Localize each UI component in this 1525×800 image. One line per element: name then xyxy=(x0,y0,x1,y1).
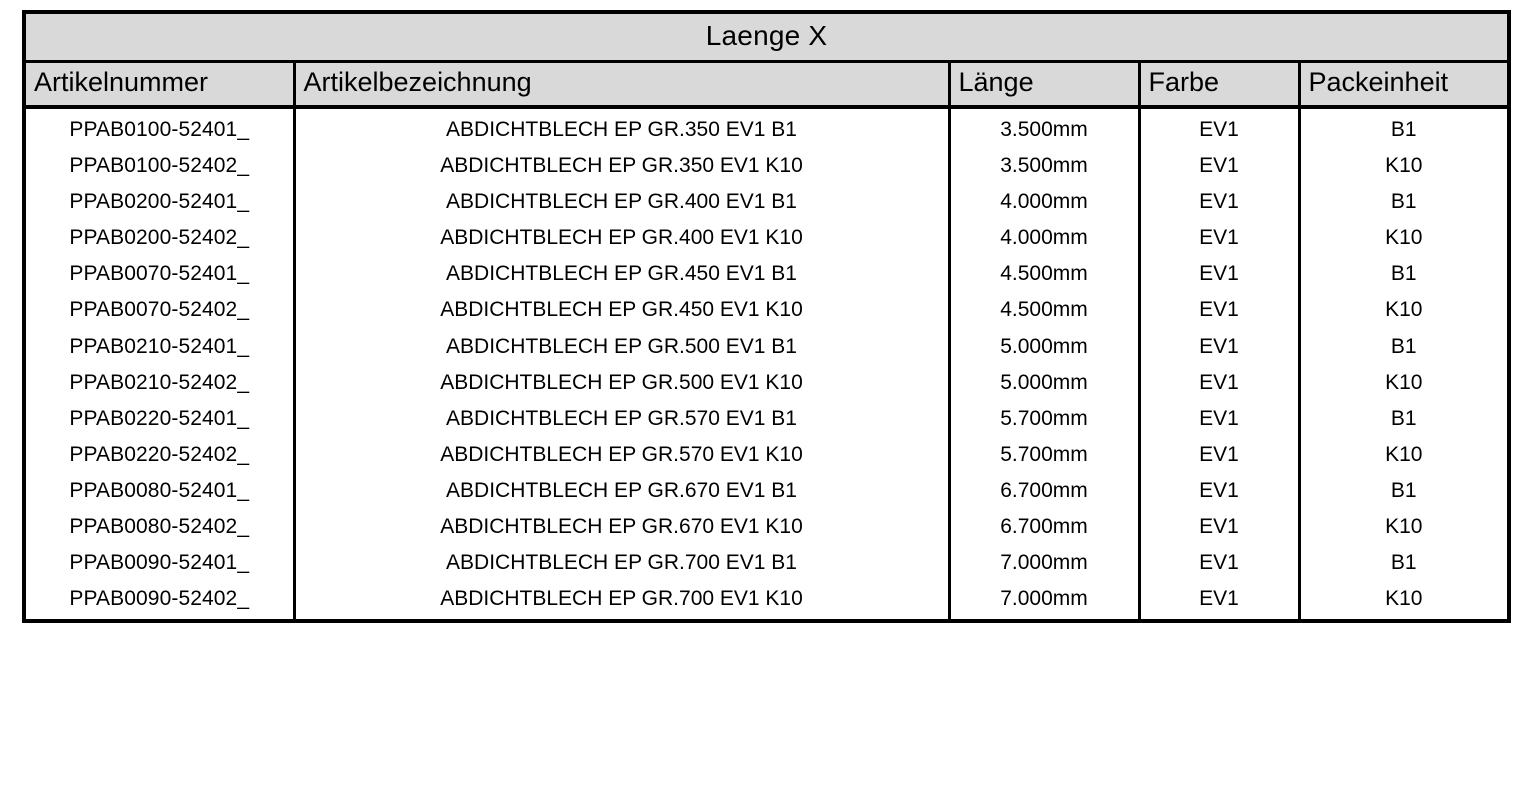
column-header-packeinheit: Packeinheit xyxy=(1299,62,1509,108)
cell-farbe: EV1 xyxy=(1139,329,1299,365)
table-title-row xyxy=(24,12,1509,62)
cell-artikelbezeichnung: ABDICHTBLECH EP GR.350 EV1 B1 xyxy=(294,107,949,148)
cell-laenge: 4.000mm xyxy=(949,220,1139,256)
cell-artikelnummer: PPAB0220-52401_ xyxy=(24,401,294,437)
cell-laenge: 4.500mm xyxy=(949,292,1139,328)
cell-farbe: EV1 xyxy=(1139,220,1299,256)
cell-laenge: 7.000mm xyxy=(949,581,1139,621)
cell-artikelnummer: PPAB0090-52402_ xyxy=(24,581,294,621)
table-row xyxy=(24,329,1509,365)
cell-laenge: 6.700mm xyxy=(949,509,1139,545)
cell-artikelnummer: PPAB0070-52402_ xyxy=(24,292,294,328)
table-row xyxy=(24,365,1509,401)
article-table xyxy=(22,10,1511,623)
table-row xyxy=(24,148,1509,184)
cell-farbe: EV1 xyxy=(1139,437,1299,473)
cell-laenge: 5.700mm xyxy=(949,437,1139,473)
cell-artikelbezeichnung: ABDICHTBLECH EP GR.450 EV1 K10 xyxy=(294,292,949,328)
cell-farbe: EV1 xyxy=(1139,184,1299,220)
cell-artikelnummer: PPAB0090-52401_ xyxy=(24,545,294,581)
column-header-artikelnummer: Artikelnummer xyxy=(24,62,294,108)
cell-artikelbezeichnung: ABDICHTBLECH EP GR.500 EV1 K10 xyxy=(294,365,949,401)
cell-packeinheit: B1 xyxy=(1390,551,1417,575)
table-row xyxy=(24,581,1509,621)
cell-artikelnummer: PPAB0080-52401_ xyxy=(24,473,294,509)
cell-artikelbezeichnung: ABDICHTBLECH EP GR.450 EV1 B1 xyxy=(294,256,949,292)
cell-artikelbezeichnung: ABDICHTBLECH EP GR.570 EV1 B1 xyxy=(294,401,949,437)
cell-farbe: EV1 xyxy=(1139,148,1299,184)
table-row xyxy=(24,509,1509,545)
cell-laenge: 4.000mm xyxy=(949,184,1139,220)
cell-laenge: 5.700mm xyxy=(949,401,1139,437)
table-body xyxy=(24,107,1509,621)
cell-artikelbezeichnung: ABDICHTBLECH EP GR.700 EV1 K10 xyxy=(294,581,949,621)
cell-packeinheit: K10 xyxy=(1385,370,1423,394)
cell-artikelnummer: PPAB0220-52402_ xyxy=(24,437,294,473)
table-header-row xyxy=(24,62,1509,108)
table-row xyxy=(24,184,1509,220)
cell-farbe: EV1 xyxy=(1139,256,1299,292)
cell-artikelbezeichnung: ABDICHTBLECH EP GR.670 EV1 B1 xyxy=(294,473,949,509)
cell-farbe: EV1 xyxy=(1139,473,1299,509)
cell-packeinheit: K10 xyxy=(1385,226,1423,250)
table-head xyxy=(24,12,1509,107)
cell-farbe: EV1 xyxy=(1139,581,1299,621)
cell-laenge: 6.700mm xyxy=(949,473,1139,509)
cell-laenge: 3.500mm xyxy=(949,148,1139,184)
cell-packeinheit: B1 xyxy=(1390,190,1417,214)
cell-artikelbezeichnung: ABDICHTBLECH EP GR.700 EV1 B1 xyxy=(294,545,949,581)
table-row xyxy=(24,292,1509,328)
cell-packeinheit: B1 xyxy=(1390,334,1417,358)
cell-packeinheit: B1 xyxy=(1390,478,1417,502)
table-row xyxy=(24,107,1509,148)
cell-artikelnummer: PPAB0080-52402_ xyxy=(24,509,294,545)
cell-packeinheit: K10 xyxy=(1385,298,1423,322)
cell-artikelnummer: PPAB0200-52402_ xyxy=(24,220,294,256)
table-row xyxy=(24,220,1509,256)
cell-artikelnummer: PPAB0210-52401_ xyxy=(24,329,294,365)
column-header-farbe: Farbe xyxy=(1139,62,1299,108)
cell-artikelbezeichnung: ABDICHTBLECH EP GR.670 EV1 K10 xyxy=(294,509,949,545)
cell-farbe: EV1 xyxy=(1139,509,1299,545)
table-title: Laenge X xyxy=(24,12,1509,62)
cell-laenge: 7.000mm xyxy=(949,545,1139,581)
cell-artikelnummer: PPAB0070-52401_ xyxy=(24,256,294,292)
cell-laenge: 5.000mm xyxy=(949,329,1139,365)
table-row xyxy=(24,256,1509,292)
cell-packeinheit: K10 xyxy=(1385,442,1423,466)
cell-artikelnummer: PPAB0200-52401_ xyxy=(24,184,294,220)
cell-artikelnummer: PPAB0100-52402_ xyxy=(24,148,294,184)
cell-farbe: EV1 xyxy=(1139,292,1299,328)
cell-packeinheit: B1 xyxy=(1390,262,1417,286)
cell-packeinheit: K10 xyxy=(1385,154,1423,178)
cell-artikelbezeichnung: ABDICHTBLECH EP GR.500 EV1 B1 xyxy=(294,329,949,365)
cell-artikelbezeichnung: ABDICHTBLECH EP GR.400 EV1 B1 xyxy=(294,184,949,220)
cell-packeinheit: K10 xyxy=(1385,515,1423,539)
cell-laenge: 3.500mm xyxy=(949,107,1139,148)
column-header-laenge: Länge xyxy=(949,62,1139,108)
cell-farbe: EV1 xyxy=(1139,365,1299,401)
cell-artikelnummer: PPAB0100-52401_ xyxy=(24,107,294,148)
cell-artikelbezeichnung: ABDICHTBLECH EP GR.400 EV1 K10 xyxy=(294,220,949,256)
table-row xyxy=(24,473,1509,509)
table-row xyxy=(24,545,1509,581)
cell-farbe: EV1 xyxy=(1139,107,1299,148)
table-row xyxy=(24,401,1509,437)
cell-packeinheit: K10 xyxy=(1385,587,1423,611)
cell-artikelnummer: PPAB0210-52402_ xyxy=(24,365,294,401)
cell-packeinheit: B1 xyxy=(1390,406,1417,430)
table-row xyxy=(24,437,1509,473)
cell-farbe: EV1 xyxy=(1139,401,1299,437)
column-header-artikelbezeichnung: Artikelbezeichnung xyxy=(294,62,949,108)
cell-farbe: EV1 xyxy=(1139,545,1299,581)
cell-laenge: 5.000mm xyxy=(949,365,1139,401)
cell-artikelbezeichnung: ABDICHTBLECH EP GR.350 EV1 K10 xyxy=(294,148,949,184)
cell-laenge: 4.500mm xyxy=(949,256,1139,292)
cell-artikelbezeichnung: ABDICHTBLECH EP GR.570 EV1 K10 xyxy=(294,437,949,473)
cell-packeinheit: B1 xyxy=(1390,118,1417,141)
